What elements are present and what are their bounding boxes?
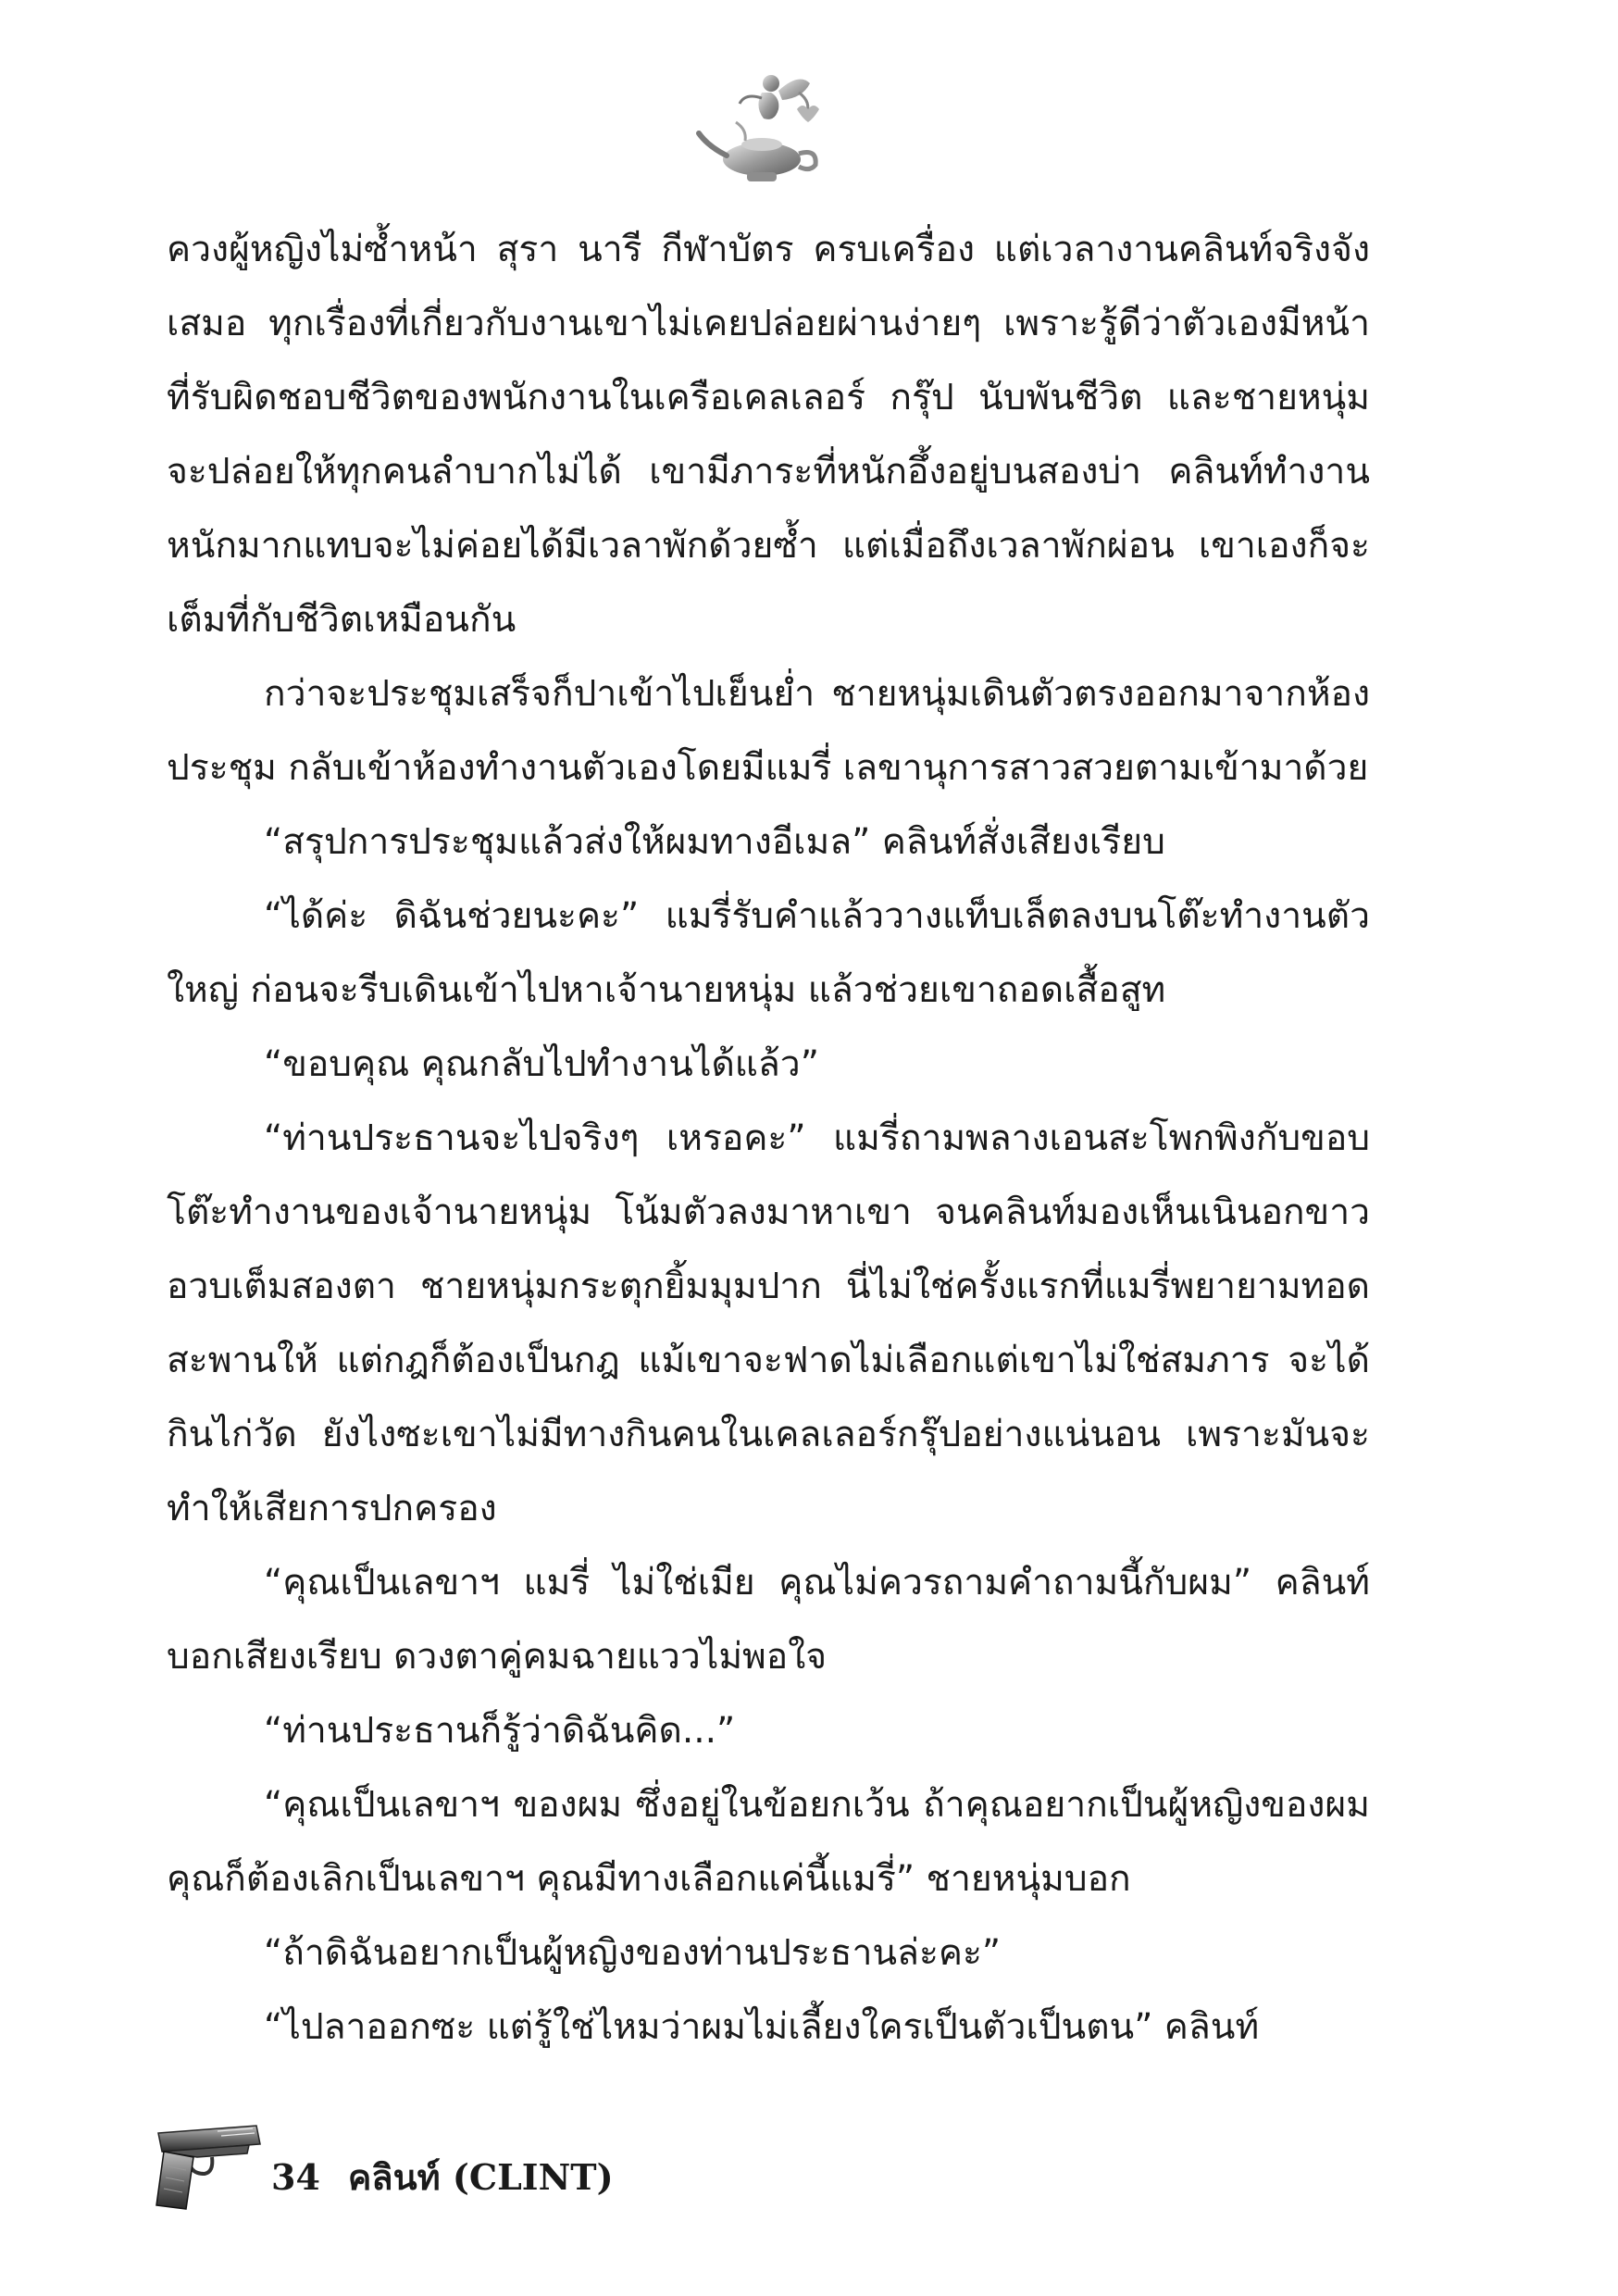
- paragraph: กว่าจะประชุมเสร็จก็ปาเข้าไปเย็นย่ำ ชายหนุ่มเดินตัวตรงออกมาจากห้องประชุม กลับเข้าห้องทำงานตัวเองโดยมีแมรี่ เลขานุการสาวสวยตามเข้ามาด้วย: [167, 673, 1370, 789]
- paragraph-dialogue: “ท่านประธานก็รู้ว่าดิฉันคิด...”: [264, 1710, 736, 1752]
- paragraph-dialogue: “สรุปการประชุมแล้วส่งให้ผมทางอีเมล” คลินท์สั่งเสียงเรียบ: [264, 821, 1165, 863]
- paragraph-dialogue: “ท่านประธานจะไปจริงๆ เหรอคะ” แมรี่ถามพลางเอนสะโพกพิงกับขอบโต๊ะทำงานของเจ้านายหนุ่ม โน้มตัวลงมาหาเขา จนคลินท์มองเห็นเนินอกขาวอวบเต็มสองตา ชายหนุ่มกระตุกยิ้มมุมปาก นี่ไม่ใช่ครั้งแรกที่แมรี่พยายามทอดสะพานให้ แต่กฎก็ต้องเป็นกฎ แม้เขาจะฟาดไม่เลือกแต่เขาไม่ใช่สมภาร จะได้กินไก่วัด ยังไงซะเขาไม่มีทางกินคนในเคลเลอร์กรุ๊ปอย่างแน่นอน เพราะมันจะทำให้เสียการปกครอง: [167, 1117, 1370, 1529]
- paragraph-dialogue: “คุณเป็นเลขาฯ ของผม ซึ่งอยู่ในข้อยกเว้น ถ้าคุณอยากเป็นผู้หญิงของผม คุณก็ต้องเลิกเป็นเลขาฯ คุณมีทางเลือกแค่นี้แมรี่” ชายหนุ่มบอก: [167, 1784, 1370, 1900]
- pistol-icon: [153, 2120, 264, 2213]
- book-title: คลินท์ (CLINT): [347, 2155, 614, 2198]
- story-body: [167, 213, 1370, 2065]
- paragraph-continuation: ควงผู้หญิงไม่ซ้ำหน้า สุรา นารี กีฬาบัตร ครบเครื่อง แต่เวลางานคลินท์จริงจังเสมอ ทุกเรื่องที่เกี่ยวกับงานเขาไม่เคยปล่อยผ่านง่ายๆ เพราะรู้ดีว่าตัวเองมีหน้าที่รับผิดชอบชีวิตของพนักงานในเครือเคลเลอร์ กรุ๊ป นับพันชีวิต และชายหนุ่มจะปล่อยให้ทุกคนลำบากไม่ได้ เขามีภาระที่หนักอึ้งอยู่บนสองบ่า คลินท์ทำงานหนักมากแทบจะไม่ค่อยได้มีเวลาพักด้วยซ้ำ แต่เมื่อถึงเวลาพักผ่อน เขาเองก็จะเต็มที่กับชีวิตเหมือนกัน: [167, 229, 1370, 641]
- paragraph-dialogue: “ถ้าดิฉันอยากเป็นผู้หญิงของท่านประธานล่ะคะ”: [264, 1932, 1002, 1974]
- page-number: 34: [271, 2155, 320, 2198]
- paragraph-dialogue: “คุณเป็นเลขาฯ แมรี่ ไม่ใช่เมีย คุณไม่ควรถามคำถามนี้กับผม” คลินท์บอกเสียงเรียบ ดวงตาคู่คมฉายแววไม่พอใจ: [167, 1562, 1370, 1678]
- paragraph-dialogue: “ไปลาออกซะ แต่รู้ใช่ไหมว่าผมไม่เลี้ยงใครเป็นตัวเป็นตน” คลินท์: [264, 2006, 1260, 2048]
- paragraph-dialogue: “ขอบคุณ คุณกลับไปทำงานได้แล้ว”: [264, 1043, 819, 1085]
- paragraph-dialogue: “ได้ค่ะ ดิฉันช่วยนะคะ” แมรี่รับคำแล้ววางแท็บเล็ตลงบนโต๊ะทำงานตัวใหญ่ ก่อนจะรีบเดินเข้าไปหาเจ้านายหนุ่ม แล้วช่วยเขาถอดเสื้อสูท: [167, 895, 1370, 1011]
- cupid-teapot-ornament-icon: [690, 56, 828, 194]
- page-footer: [153, 2120, 614, 2213]
